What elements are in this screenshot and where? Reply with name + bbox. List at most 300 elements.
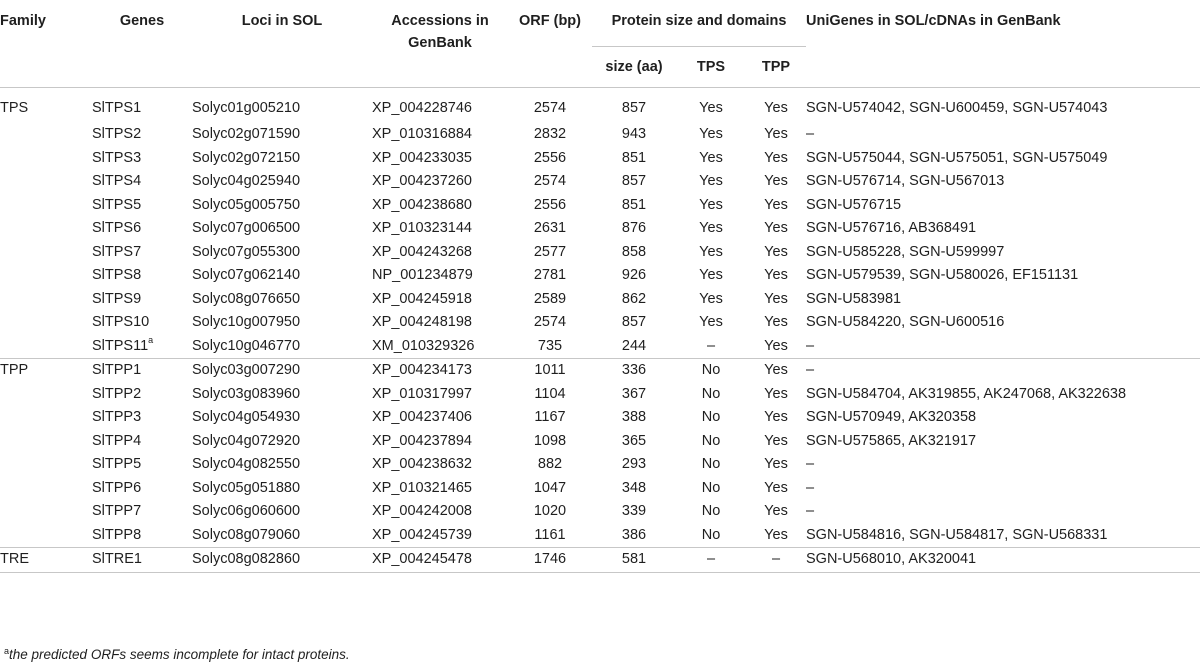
accession-cell	[372, 430, 508, 454]
orf-cell	[508, 453, 592, 477]
size-cell-text: 857	[621, 173, 647, 189]
tps-domain-cell-text: Yes	[699, 267, 723, 283]
gene-cell-text: SlTPS9	[92, 290, 142, 307]
unigenes-cell-text: SGN-U575044, SGN-U575051, SGN-U575049	[806, 149, 1108, 166]
family-cell	[0, 548, 92, 573]
header-loci: Loci in SOL	[192, 2, 372, 87]
table-row	[0, 170, 1200, 194]
orf-cell-text: 1098	[533, 432, 567, 449]
orf-cell	[508, 406, 592, 430]
table-body	[0, 87, 1200, 572]
accession-cell	[372, 548, 508, 573]
table-row	[0, 123, 1200, 147]
tps-domain-cell	[676, 123, 746, 147]
orf-cell	[508, 359, 592, 383]
size-cell	[592, 241, 676, 265]
orf-cell-text: 2574	[533, 173, 567, 189]
table-row	[0, 359, 1200, 383]
loci-cell	[192, 548, 372, 573]
tps-domain-cell-text: Yes	[699, 314, 723, 330]
loci-cell-text: Solyc04g072920	[192, 432, 301, 449]
tpp-domain-cell-text: Yes	[764, 526, 788, 543]
gene-cell	[92, 406, 192, 430]
size-cell	[592, 335, 676, 359]
tpp-domain-cell-text: Yes	[764, 503, 788, 519]
loci-cell-text: Solyc08g076650	[192, 290, 301, 307]
accession-cell	[372, 453, 508, 477]
accession-cell	[372, 264, 508, 288]
gene-cell-text: SlTPP8	[92, 526, 142, 543]
tpp-domain-cell	[746, 524, 806, 548]
table-row	[0, 477, 1200, 501]
table-row	[0, 430, 1200, 454]
family-cell	[0, 477, 92, 501]
size-cell	[592, 147, 676, 171]
tps-domain-cell-text: Yes	[699, 126, 723, 142]
orf-cell	[508, 217, 592, 241]
orf-cell	[508, 335, 592, 359]
header-size: size (aa)	[592, 46, 676, 87]
loci-cell-text: Solyc04g025940	[192, 173, 301, 189]
unigenes-cell-text: SGN-U576714, SGN-U567013	[806, 173, 1005, 189]
tps-domain-cell	[676, 194, 746, 218]
orf-cell	[508, 147, 592, 171]
tpp-domain-cell-text: Yes	[764, 290, 788, 307]
gene-cell-text: SlTPS8	[92, 267, 142, 283]
size-cell	[592, 217, 676, 241]
tps-domain-cell-text: Yes	[699, 196, 723, 213]
loci-cell	[192, 288, 372, 312]
orf-cell-text: 2832	[533, 126, 567, 142]
gene-cell-text: SlTPS7	[92, 243, 142, 260]
size-cell-text: 348	[621, 479, 647, 496]
accession-cell	[372, 87, 508, 123]
tps-domain-cell-text: Yes	[699, 220, 723, 236]
gene-cell	[92, 264, 192, 288]
gene-cell-text: SlTPS1	[92, 99, 142, 116]
footnote-marker: a	[4, 646, 10, 656]
unigenes-cell-text: SGN-U579539, SGN-U580026, EF151131	[806, 267, 1079, 283]
unigenes-cell	[806, 453, 1200, 477]
loci-cell	[192, 194, 372, 218]
tps-domain-cell-text: No	[701, 432, 721, 449]
loci-cell-text: Solyc04g082550	[192, 456, 301, 472]
unigenes-cell-text: SGN-U576715	[806, 196, 902, 213]
tpp-domain-cell-text: Yes	[764, 220, 788, 236]
family-cell	[0, 194, 92, 218]
accession-cell	[372, 217, 508, 241]
accession-cell	[372, 194, 508, 218]
header-orf: ORF (bp)	[508, 2, 592, 87]
tpp-domain-cell-text: Yes	[764, 362, 788, 378]
accession-cell	[372, 383, 508, 407]
loci-cell-text: Solyc10g046770	[192, 337, 301, 354]
tps-domain-cell	[676, 335, 746, 359]
tps-domain-cell-text: No	[701, 479, 721, 496]
accession-cell	[372, 406, 508, 430]
loci-cell	[192, 87, 372, 123]
size-cell	[592, 123, 676, 147]
family-cell-text: TRE	[0, 551, 29, 567]
unigenes-cell-text: SGN-U584816, SGN-U584817, SGN-U568331	[806, 526, 1108, 543]
unigenes-cell-text: –	[806, 503, 815, 519]
orf-cell-text: 1746	[533, 551, 567, 567]
loci-cell-text: Solyc02g071590	[192, 126, 301, 142]
tps-domain-cell-text: No	[701, 362, 721, 378]
tpp-domain-cell	[746, 430, 806, 454]
unigenes-cell	[806, 311, 1200, 335]
tps-domain-cell-text: No	[701, 456, 721, 472]
unigenes-cell-text: SGN-U583981	[806, 290, 902, 307]
loci-cell-text: Solyc05g005750	[192, 196, 301, 213]
size-cell	[592, 194, 676, 218]
accession-cell	[372, 147, 508, 171]
orf-cell-text: 2556	[533, 149, 567, 166]
size-cell-text: 388	[621, 409, 647, 425]
gene-cell-text: SlTPP6	[92, 479, 142, 496]
loci-cell	[192, 383, 372, 407]
unigenes-cell	[806, 500, 1200, 524]
family-cell	[0, 359, 92, 383]
accession-cell-text: XP_004237894	[372, 432, 472, 449]
accession-cell-text: XP_004238632	[372, 456, 472, 472]
tpp-domain-cell	[746, 335, 806, 359]
tps-domain-cell	[676, 430, 746, 454]
tpp-domain-cell	[746, 170, 806, 194]
gene-cell	[92, 87, 192, 123]
header-accessions-line1: Accessions in	[391, 13, 489, 29]
unigenes-cell-text: SGN-U584704, AK319855, AK247068, AK322638	[806, 385, 1127, 402]
accession-cell-text: XP_004237406	[372, 409, 472, 425]
orf-cell-text: 2781	[533, 267, 567, 283]
tpp-domain-cell	[746, 548, 806, 573]
tps-domain-cell	[676, 288, 746, 312]
gene-cell-text: SlTPS4	[92, 173, 142, 189]
gene-cell	[92, 383, 192, 407]
gene-cell-text: SlTRE1	[92, 551, 142, 567]
tps-domain-cell-text: Yes	[699, 149, 723, 166]
unigenes-cell	[806, 147, 1200, 171]
table-row	[0, 288, 1200, 312]
orf-cell-text: 1011	[534, 362, 566, 378]
size-cell	[592, 453, 676, 477]
accession-cell-text: XP_010317997	[372, 385, 472, 402]
gene-cell-text: SlTPS10	[92, 314, 150, 330]
unigenes-cell	[806, 477, 1200, 501]
loci-cell-text: Solyc07g062140	[192, 267, 301, 283]
size-cell	[592, 524, 676, 548]
accession-cell-text: XP_004237260	[372, 173, 472, 189]
loci-cell	[192, 500, 372, 524]
gene-cell	[92, 123, 192, 147]
orf-cell	[508, 383, 592, 407]
unigenes-cell	[806, 194, 1200, 218]
table-row	[0, 264, 1200, 288]
accession-cell	[372, 311, 508, 335]
accession-cell-text: XP_004245918	[372, 290, 472, 307]
accession-cell-text: XP_004234173	[372, 362, 472, 378]
tpp-domain-cell-text: Yes	[764, 432, 788, 449]
table-row	[0, 453, 1200, 477]
table-row	[0, 335, 1200, 359]
tps-domain-cell	[676, 87, 746, 123]
gene-cell-text: SlTPS11	[92, 337, 149, 354]
tpp-domain-cell-text: Yes	[764, 385, 788, 402]
accession-cell-text: XP_004228746	[372, 99, 472, 116]
loci-cell	[192, 264, 372, 288]
gene-cell	[92, 453, 192, 477]
size-cell	[592, 430, 676, 454]
size-cell-text: 244	[621, 337, 647, 354]
gene-cell-text: SlTPS5	[92, 196, 142, 213]
size-cell	[592, 264, 676, 288]
unigenes-cell-text: SGN-U574042, SGN-U600459, SGN-U574043	[806, 99, 1108, 116]
accession-cell	[372, 241, 508, 265]
accession-cell	[372, 500, 508, 524]
tps-domain-cell	[676, 147, 746, 171]
tps-domain-cell-text: No	[701, 409, 721, 425]
orf-cell	[508, 500, 592, 524]
tpp-domain-cell	[746, 147, 806, 171]
size-cell-text: 386	[621, 526, 647, 543]
tps-domain-cell	[676, 170, 746, 194]
orf-cell-text: 1104	[534, 385, 566, 402]
tpp-domain-cell-text: –	[771, 551, 781, 567]
orf-cell-text: 2556	[533, 196, 567, 213]
tps-domain-cell	[676, 406, 746, 430]
tpp-domain-cell	[746, 194, 806, 218]
table-row	[0, 383, 1200, 407]
family-cell-text: TPS	[0, 99, 29, 116]
size-cell	[592, 170, 676, 194]
size-cell-text: 862	[621, 290, 647, 307]
size-cell-text: 365	[621, 432, 647, 449]
table-row	[0, 217, 1200, 241]
loci-cell-text: Solyc08g079060	[192, 526, 301, 543]
header-accessions-line2: GenBank	[408, 35, 472, 51]
loci-cell-text: Solyc06g060600	[192, 503, 301, 519]
header-family: Family	[0, 2, 92, 87]
accession-cell-text: XP_004238680	[372, 196, 472, 213]
orf-cell-text: 2574	[533, 314, 567, 330]
gene-cell-text: SlTPP1	[92, 362, 142, 378]
gene-cell-text: SlTPS6	[92, 220, 142, 236]
accession-cell-text: XP_004245739	[372, 526, 472, 543]
accession-cell-text: XP_010323144	[372, 220, 472, 236]
tps-domain-cell	[676, 217, 746, 241]
orf-cell	[508, 194, 592, 218]
tps-domain-cell	[676, 241, 746, 265]
unigenes-cell	[806, 548, 1200, 573]
tpp-domain-cell-text: Yes	[764, 243, 788, 260]
size-cell	[592, 406, 676, 430]
orf-cell-text: 1167	[534, 409, 566, 425]
loci-cell	[192, 524, 372, 548]
header-tpp: TPP	[746, 46, 806, 87]
gene-cell-text: SlTPS3	[92, 149, 142, 166]
gene-cell	[92, 477, 192, 501]
orf-cell	[508, 87, 592, 123]
tpp-domain-cell	[746, 453, 806, 477]
unigenes-cell-text: –	[806, 456, 815, 472]
family-cell	[0, 383, 92, 407]
tpp-domain-cell-text: Yes	[764, 456, 788, 472]
unigenes-cell	[806, 406, 1200, 430]
gene-cell	[92, 170, 192, 194]
gene-cell-text: SlTPP2	[92, 385, 142, 402]
size-cell-text: 857	[621, 99, 647, 116]
accession-cell-text: XP_004248198	[372, 314, 472, 330]
orf-cell-text: 882	[537, 456, 563, 472]
size-cell	[592, 383, 676, 407]
accession-cell-text: XP_004242008	[372, 503, 472, 519]
unigenes-cell-text: SGN-U576716, AB368491	[806, 220, 977, 236]
size-cell-text: 857	[621, 314, 647, 330]
orf-cell	[508, 170, 592, 194]
family-cell	[0, 170, 92, 194]
loci-cell-text: Solyc03g007290	[192, 362, 301, 378]
size-cell-text: 858	[621, 243, 647, 260]
unigenes-cell	[806, 87, 1200, 123]
unigenes-cell	[806, 359, 1200, 383]
unigenes-cell-text: SGN-U570949, AK320358	[806, 409, 977, 425]
family-cell	[0, 430, 92, 454]
orf-cell-text: 1161	[534, 526, 566, 543]
unigenes-cell-text: SGN-U575865, AK321917	[806, 432, 977, 449]
size-cell-text: 943	[621, 126, 647, 142]
tpp-domain-cell-text: Yes	[764, 99, 788, 116]
unigenes-cell	[806, 264, 1200, 288]
family-cell	[0, 335, 92, 359]
tpp-domain-cell	[746, 359, 806, 383]
tpp-domain-cell-text: Yes	[764, 314, 788, 330]
gene-cell-text: SlTPP7	[92, 503, 142, 519]
accession-cell-text: XP_004243268	[372, 243, 472, 260]
accession-cell-text: XM_010329326	[372, 337, 475, 354]
header-unigenes: UniGenes in SOL/cDNAs in GenBank	[806, 2, 1200, 87]
size-cell-text: 293	[621, 456, 647, 472]
tps-domain-cell	[676, 524, 746, 548]
unigenes-cell-text: SGN-U568010, AK320041	[806, 551, 977, 567]
loci-cell	[192, 123, 372, 147]
unigenes-cell	[806, 383, 1200, 407]
unigenes-cell-text: –	[806, 337, 815, 354]
tps-domain-cell-text: Yes	[699, 290, 723, 307]
gene-cell	[92, 335, 192, 359]
tps-domain-cell-text: Yes	[699, 243, 723, 260]
unigenes-cell	[806, 524, 1200, 548]
orf-cell	[508, 288, 592, 312]
family-cell	[0, 311, 92, 335]
accession-cell	[372, 359, 508, 383]
orf-cell-text: 1047	[533, 479, 567, 496]
tpp-domain-cell	[746, 406, 806, 430]
unigenes-cell-text: –	[806, 126, 815, 142]
orf-cell	[508, 524, 592, 548]
table-row	[0, 524, 1200, 548]
gene-cell	[92, 288, 192, 312]
header-genes: Genes	[92, 2, 192, 87]
tps-domain-cell-text: No	[701, 385, 721, 402]
loci-cell	[192, 147, 372, 171]
footnote-text: the predicted ORFs seems incomplete for intact proteins.	[9, 647, 350, 662]
table-row	[0, 194, 1200, 218]
loci-cell-text: Solyc08g082860	[192, 551, 301, 567]
gene-cell	[92, 194, 192, 218]
header-protein-group: Protein size and domains	[592, 2, 806, 46]
tpp-domain-cell	[746, 264, 806, 288]
tpp-domain-cell-text: Yes	[764, 196, 788, 213]
tps-domain-cell-text: Yes	[699, 99, 723, 116]
family-cell	[0, 406, 92, 430]
loci-cell	[192, 430, 372, 454]
table-row	[0, 87, 1200, 123]
gene-table	[0, 2, 1200, 573]
gene-cell-text: SlTPP4	[92, 432, 142, 449]
tpp-domain-cell-text: Yes	[764, 409, 788, 425]
footnote-ref: a	[148, 334, 154, 345]
family-cell	[0, 453, 92, 477]
gene-cell	[92, 548, 192, 573]
tpp-domain-cell-text: Yes	[764, 126, 788, 142]
orf-cell-text: 2574	[533, 99, 567, 116]
size-cell-text: 851	[621, 149, 647, 166]
tps-domain-cell	[676, 453, 746, 477]
family-cell	[0, 524, 92, 548]
orf-cell-text: 735	[537, 337, 563, 354]
accession-cell	[372, 477, 508, 501]
accession-cell	[372, 335, 508, 359]
gene-cell-text: SlTPP5	[92, 456, 142, 472]
loci-cell-text: Solyc02g072150	[192, 149, 301, 166]
loci-cell	[192, 311, 372, 335]
tps-domain-cell	[676, 477, 746, 501]
accession-cell-text: XP_010316884	[372, 126, 472, 142]
accession-cell	[372, 170, 508, 194]
tpp-domain-cell	[746, 477, 806, 501]
unigenes-cell	[806, 241, 1200, 265]
header-tps: TPS	[676, 46, 746, 87]
size-cell-text: 339	[621, 503, 647, 519]
orf-cell-text: 2589	[533, 290, 567, 307]
family-cell	[0, 217, 92, 241]
size-cell-text: 336	[621, 362, 647, 378]
unigenes-cell-text: –	[806, 362, 815, 378]
gene-cell	[92, 311, 192, 335]
loci-cell	[192, 335, 372, 359]
tpp-domain-cell-text: Yes	[764, 267, 788, 283]
loci-cell-text: Solyc03g083960	[192, 385, 301, 402]
tpp-domain-cell	[746, 383, 806, 407]
tpp-domain-cell-text: Yes	[764, 337, 788, 354]
loci-cell-text: Solyc04g054930	[192, 409, 301, 425]
unigenes-cell	[806, 288, 1200, 312]
unigenes-cell	[806, 430, 1200, 454]
orf-cell-text: 1020	[533, 503, 567, 519]
loci-cell-text: Solyc10g007950	[192, 314, 301, 330]
orf-cell-text: 2631	[533, 220, 567, 236]
family-cell	[0, 500, 92, 524]
accession-cell	[372, 524, 508, 548]
gene-cell	[92, 500, 192, 524]
gene-cell	[92, 524, 192, 548]
accession-cell	[372, 123, 508, 147]
size-cell-text: 367	[621, 385, 647, 402]
tps-domain-cell-text: –	[706, 551, 716, 567]
accession-cell-text: XP_004233035	[372, 149, 472, 166]
tps-domain-cell	[676, 264, 746, 288]
tps-domain-cell-text: Yes	[699, 173, 723, 189]
